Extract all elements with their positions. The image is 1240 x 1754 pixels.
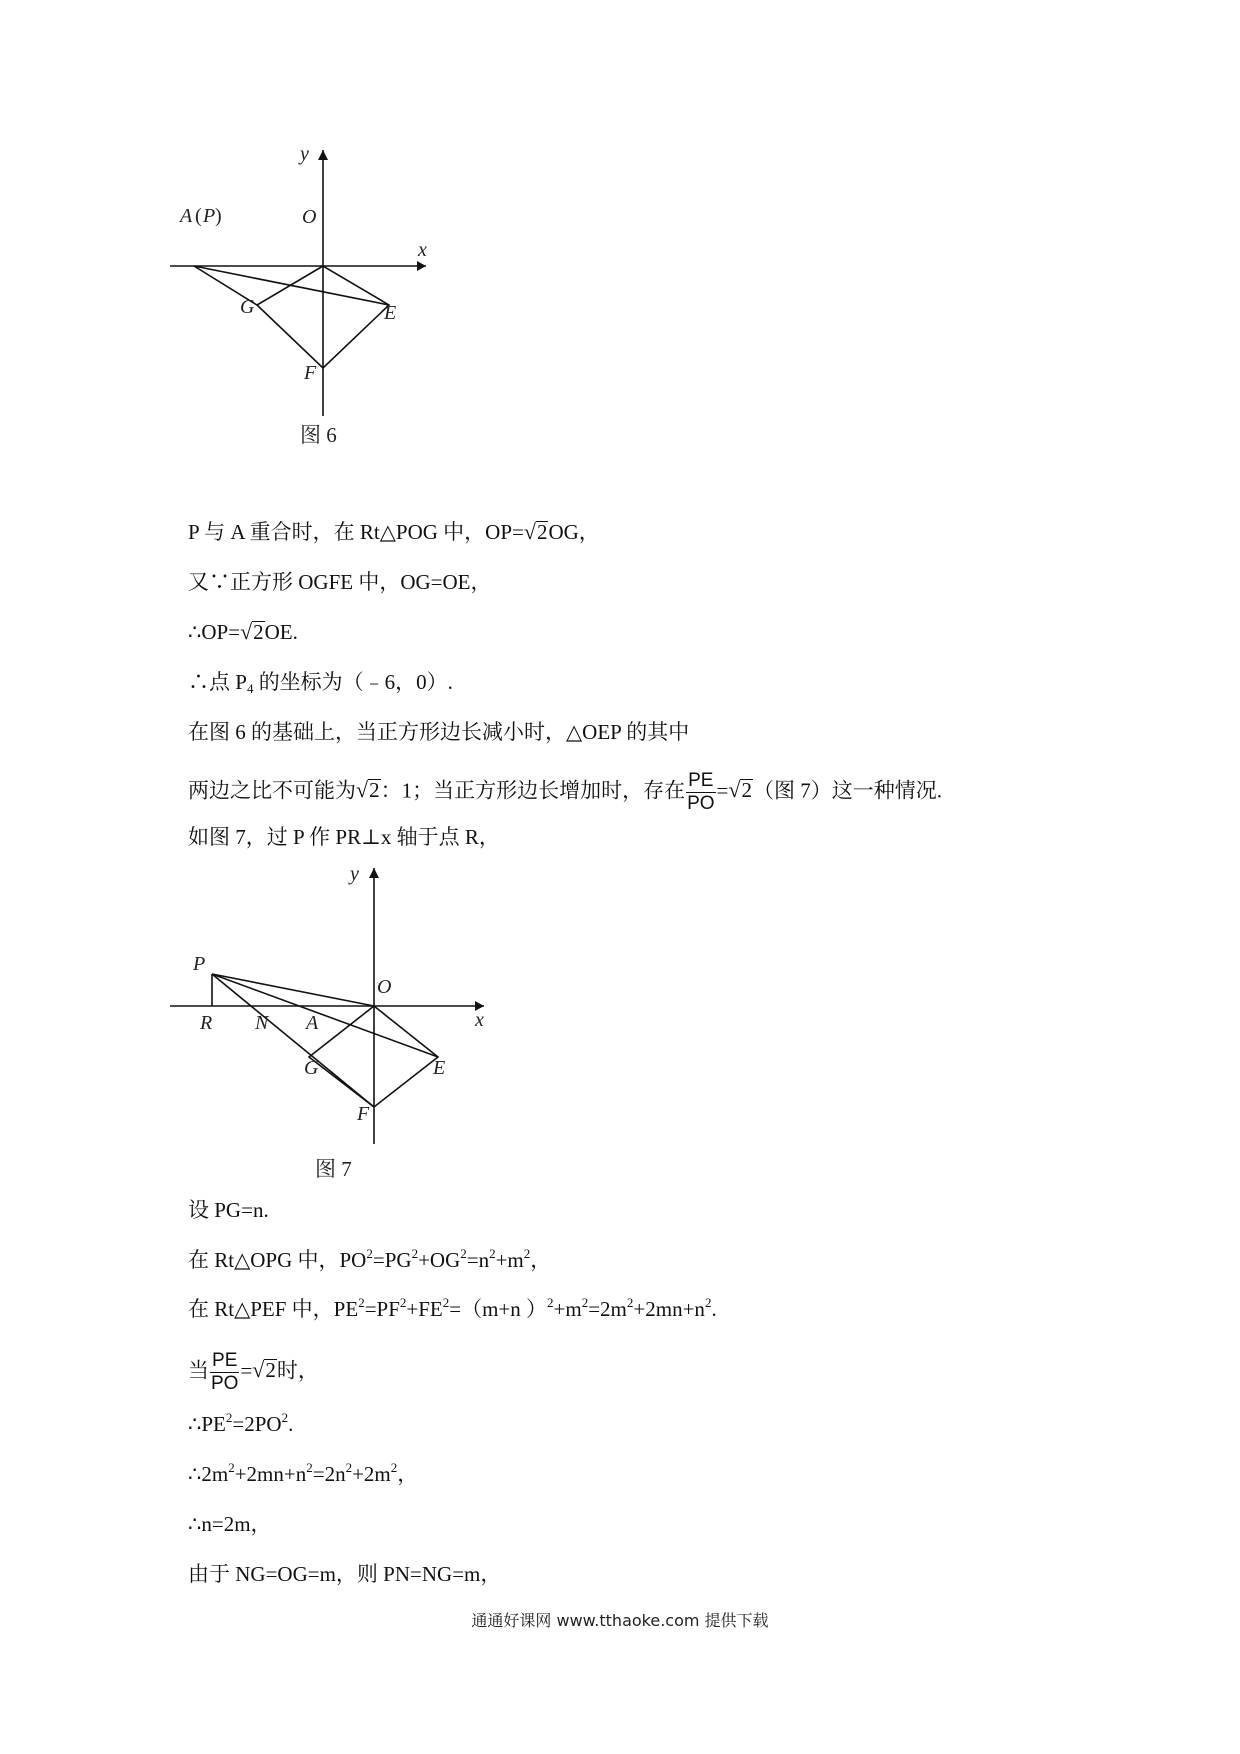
segment-pf <box>212 974 374 1107</box>
label-o: O <box>377 976 392 998</box>
text-line-8: 设 PG=n. <box>188 1198 269 1222</box>
x-arrow <box>417 261 426 271</box>
sqrt-symbol: √2 <box>252 1357 276 1383</box>
label-f: F <box>357 1103 370 1125</box>
fraction-pe-po: $\frac{PE}{PO}$ <box>687 770 715 814</box>
figure-7 <box>170 868 500 1198</box>
text-line-9: 在 Rt△OPG 中，$PO^2=PG^2+OG^2=n^2+m^2$， <box>188 1246 552 1272</box>
label-e: E <box>433 1057 446 1079</box>
y-arrow <box>318 150 328 160</box>
label-a: A <box>180 205 193 227</box>
figure-7-diagram <box>170 868 500 1198</box>
text-line-5: 在图 6 的基础上，当正方形边长减小时，△OEP 的其中 <box>188 720 690 744</box>
label-o: O <box>302 206 317 228</box>
segment-po <box>212 974 374 1006</box>
text-line-6: 两边之比不可能为√2：1；当正方形边长增加时，存在 $\frac{PE}{PO}$ =√2（图 7）这一种情况. <box>188 770 942 814</box>
y-arrow <box>369 868 379 878</box>
text-line-2: 又∵正方形 OGFE 中，OG=OE， <box>188 570 492 594</box>
label-y: y <box>300 150 309 165</box>
text-line-4: ∴点 $P_4$ 的坐标为（﹣6，0）. <box>188 670 453 696</box>
figure-6 <box>170 150 490 510</box>
sqrt-symbol: √2 <box>523 519 548 544</box>
label-y: y <box>350 868 359 885</box>
sqrt-symbol: √2 <box>356 777 380 803</box>
label-x: x <box>418 239 427 261</box>
text-line-15: 由于 NG=OG=m，则 PN=NG=m， <box>188 1562 502 1586</box>
label-n: N <box>255 1012 269 1034</box>
text-line-3: ∴OP=√2OE. <box>188 617 298 647</box>
label-a: A <box>306 1012 319 1034</box>
sqrt-symbol: √2 <box>728 777 752 803</box>
segment-ae <box>194 266 389 305</box>
figure-6-diagram <box>170 150 490 510</box>
fraction-pe-po: $\frac{PE}{PO}$ <box>211 1350 239 1394</box>
label-p: P <box>193 953 206 975</box>
text-line-14: ∴n=2m， <box>188 1512 272 1536</box>
text-line-13: $\therefore 2m^2+2mn+n^2=2n^2+2m^2$， <box>188 1460 419 1486</box>
figure-7-caption: 图 7 <box>315 1157 352 1181</box>
page-footer: 通通好课网 www.tthaoke.com 提供下载 <box>471 1611 769 1630</box>
figure-6-caption: 图 6 <box>300 423 337 447</box>
text-line-10: 在 Rt△PEF 中，$PE^2=PF^2+FE^2=(m+n$ ）$^2+m^2=2m^2+2mn+n^2$. <box>188 1295 717 1321</box>
label-e: E <box>384 302 397 324</box>
label-r: R <box>200 1012 213 1034</box>
label-x: x <box>475 1009 484 1031</box>
label-g: G <box>240 296 255 318</box>
label-g: G <box>304 1057 319 1079</box>
text-line-7: 如图 7，过 P 作 PR⊥x 轴于点 R， <box>188 825 500 849</box>
text-line-11: 当 $\frac{PE}{PO}$ =√2时， <box>188 1350 319 1394</box>
sqrt-symbol: √2 <box>240 619 264 644</box>
label-p-open: ( <box>195 205 202 227</box>
label-f: F <box>304 362 317 384</box>
label-p-close: ) <box>215 205 222 227</box>
text-line-12: $\therefore PE^2=2PO^2$. <box>188 1410 294 1436</box>
text-line-1: P 与 A 重合时，在 Rt△POG 中，OP=√2OG， <box>188 517 600 547</box>
label-p: P <box>203 205 216 227</box>
